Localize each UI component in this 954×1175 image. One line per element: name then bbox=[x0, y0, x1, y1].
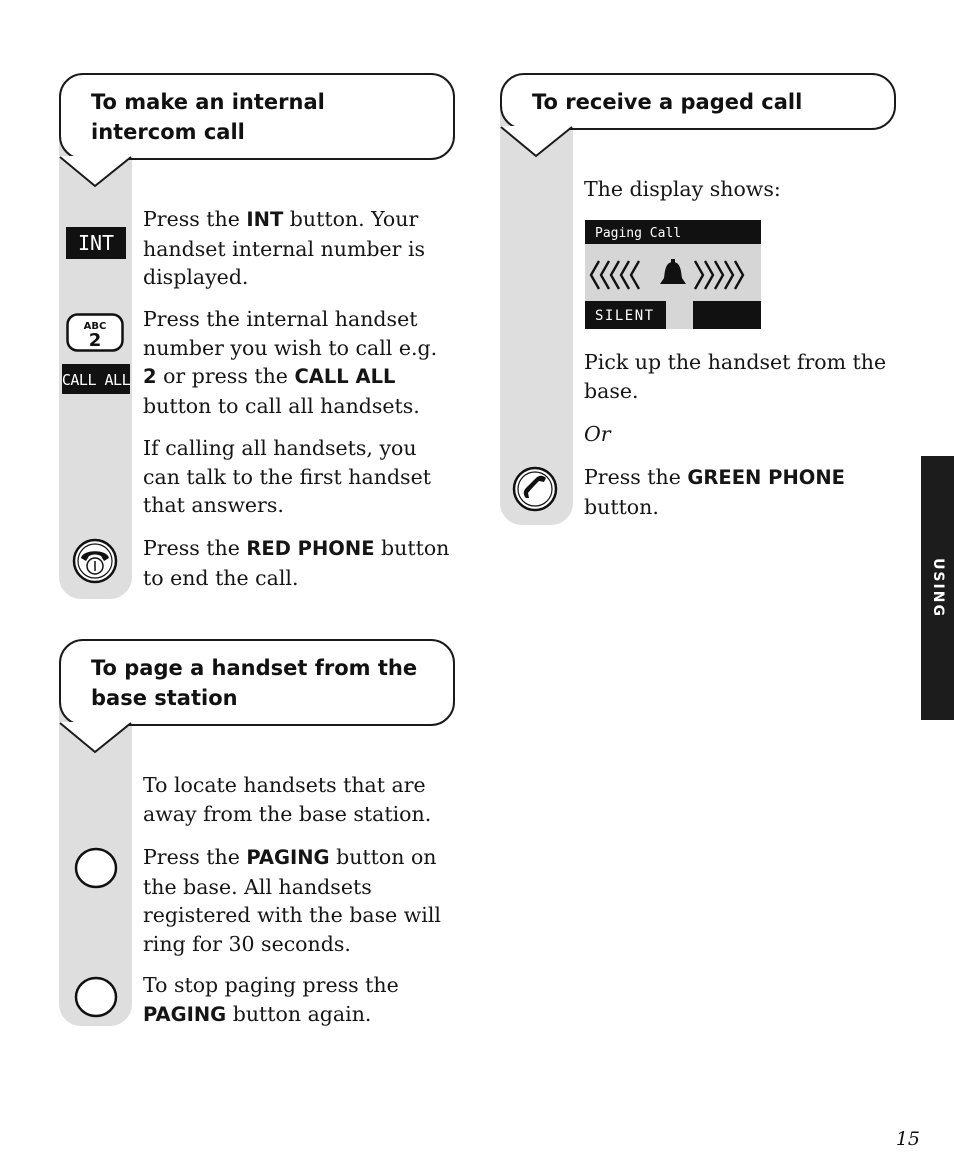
green-phone-keyword: GREEN PHONE bbox=[687, 466, 845, 489]
int-key-label: INT bbox=[77, 231, 115, 255]
receive-page-or: Or bbox=[584, 422, 611, 446]
call-all-keyword: CALL ALL bbox=[294, 365, 396, 388]
handset-display bbox=[585, 220, 761, 329]
paging-button-icon bbox=[73, 975, 119, 1019]
intercom-step2: Press the internal handset number you wish to call e.g. 2 or press the CALL ALL button to call all handsets. bbox=[143, 307, 438, 418]
red-phone-keyword: RED PHONE bbox=[246, 537, 375, 560]
paging-keyword: PAGING bbox=[246, 846, 330, 869]
display-top-text: Paging Call bbox=[595, 226, 682, 241]
paging-button-icon bbox=[73, 846, 119, 890]
page-handset-step1: To locate handsets that are away from the base station. bbox=[143, 773, 432, 826]
digit-2-label: 2 bbox=[88, 330, 102, 351]
int-keyword: INT bbox=[246, 208, 284, 231]
paging-keyword: PAGING bbox=[143, 1002, 227, 1026]
receive-page-step1: The display shows: bbox=[584, 177, 781, 201]
abc-label: ABC bbox=[83, 321, 107, 332]
receive-page-gutter bbox=[500, 110, 573, 525]
intercom-step1: Press the INT button. Your handset internal number is displayed. bbox=[143, 207, 426, 289]
int-key-icon bbox=[66, 227, 126, 259]
green-phone-icon bbox=[511, 465, 559, 513]
page-number: 15 bbox=[895, 1128, 920, 1150]
digit-keyword: 2 bbox=[143, 365, 157, 388]
intercom-title: To make an internal intercom call bbox=[91, 90, 325, 144]
abc2-key-icon bbox=[66, 313, 124, 353]
receive-page-header-notch bbox=[500, 126, 576, 158]
intercom-step4: Press the RED PHONE button to end the call. bbox=[143, 536, 450, 590]
receive-page-step3: Press the GREEN PHONE button. bbox=[584, 465, 845, 519]
receive-page-header bbox=[500, 73, 896, 130]
page-handset-header bbox=[59, 639, 455, 726]
page-handset-step3: To stop paging press the PAGING button again. bbox=[143, 973, 399, 1026]
receive-page-title: To receive a paged call bbox=[532, 90, 803, 114]
intercom-step3: If calling all handsets, you can talk to the first handset that answers. bbox=[143, 436, 431, 517]
red-phone-icon bbox=[71, 537, 119, 585]
page-handset-step2: Press the PAGING button on the base. All handsets registered with the base will ring for 30 seconds. bbox=[143, 845, 441, 956]
intercom-header-notch bbox=[59, 156, 135, 188]
intercom-header bbox=[59, 73, 455, 160]
page-handset-header-notch bbox=[59, 722, 135, 754]
page-handset-title: To page a handset from the base station bbox=[91, 656, 418, 710]
display-bottom-text: SILENT bbox=[595, 308, 655, 324]
call-all-key-icon bbox=[62, 364, 130, 394]
receive-page-step2: Pick up the handset from the base. bbox=[584, 350, 887, 403]
section-side-tab bbox=[921, 456, 954, 720]
call-all-key-label: CALL ALL bbox=[62, 371, 130, 389]
side-tab-label: USING bbox=[929, 558, 946, 618]
